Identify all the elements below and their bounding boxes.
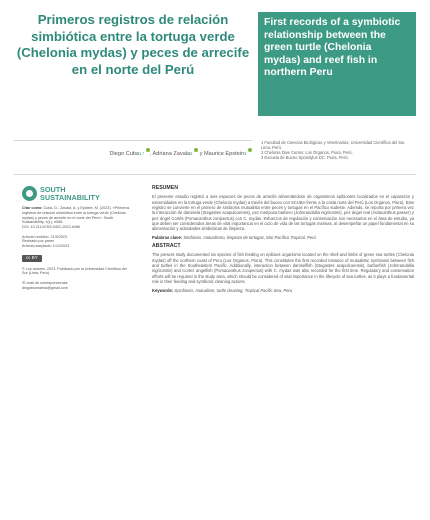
author-1[interactable]: Diego Cuba bbox=[109, 150, 140, 157]
main-column bbox=[152, 186, 414, 293]
palabras-clave: Palabras clave: Simbiosis, mutualismo, limpieza de tortugas, Mar Pacífico Tropical, Perú bbox=[152, 234, 316, 240]
doi-link[interactable]: DOI: 10.21142/SS-0401-2023-e086 bbox=[22, 225, 80, 229]
english-title: First records of a symbiotic relationship between the green turtle (Chelonia mydas) and reef fish in northern Peru bbox=[264, 17, 401, 79]
resumen-heading: RESUMEN bbox=[152, 185, 178, 191]
citation: Citar como: Cuba, D., Zavala, A. y Epstein, M. (2023). «Primeros registros de relación simbiótica entre la tortuga verde (Chelonia mydas) y peces de arrecife en el norte del Perú». South Sustainability, 4(1), e086. DOI: 10.21142/SS-0401-2023-e086 bbox=[22, 206, 132, 230]
article-dates: Artículo recibido: 21/9/2023 Revisado por pares Artículo aceptado: 1/12/2023 bbox=[22, 234, 70, 249]
affiliation-2: 2 Chelonia Dive Center. Los Órganos, Piura, Perú. bbox=[261, 150, 353, 155]
author-2[interactable]: Adriana Zavala bbox=[152, 150, 191, 157]
journal-logo[interactable]: SOUTH SUSTAINABILITY bbox=[22, 186, 132, 201]
abstract-heading: ABSTRACT bbox=[152, 243, 181, 250]
author-3[interactable]: Maurice Epstein bbox=[203, 150, 245, 157]
header-divider bbox=[14, 140, 252, 141]
orcid-icon[interactable] bbox=[248, 148, 252, 152]
sidebar bbox=[22, 186, 132, 290]
keywords: Keywords: Symbiosis, mutualism, turtle cleaning, Tropical Pacific Sea, Peru bbox=[152, 287, 293, 293]
author-2-affil: 2 bbox=[190, 150, 193, 156]
cc-by-license-icon[interactable]: cc BY bbox=[22, 255, 42, 262]
correspondence: *E-mail de correspondencia: diegobiomarina@gmail.com bbox=[22, 281, 132, 290]
license-text: © Los autores, 2023. Publicado por la Universidad Científica del Sur (Lima, Perú) bbox=[22, 266, 127, 276]
affiliations bbox=[261, 140, 416, 160]
abstract-text: The present study documented six species of fish feeding on epibiont organisms located on the shell and limbs of green sea turtles (Chelonia mydas) off the northern coast of Peru (Los Organos, Piura). This constitutes the first recorded instance of mutualistic symbiosis between fish and turtles in the Southeastern Pacific. Additionally, interaction between damselfish (Stegastes acapulcoensis), barberfish (Johnrandallia nigrirostris) and Cortez angelfish (Pomacanthus zonipectus) with C. mydas was also recorded for the first time. Regulatory and conservation efforts will be required in the study area, which should be considered of vital importance in the lifecycle of sea turtles, as it plays a fundamental role in their feeding and symbiotic cleaning actions. bbox=[152, 252, 414, 285]
affiliation-3: 3 Escuela de Buceo Spondylus DC. Piura, Perú. bbox=[261, 155, 349, 160]
orcid-icon[interactable] bbox=[194, 148, 198, 152]
affiliation-1: 1 Facultad de Ciencias Biológicas y Veterinarias, Universidad Científica del Sur. Lima, Perú. bbox=[261, 140, 406, 150]
english-title-box bbox=[258, 12, 416, 116]
spanish-title: Primeros registros de relación simbiótica entre la tortuga verde (Chelonia mydas) y peces de arrecife en el norte del Perú bbox=[16, 12, 250, 77]
author-line: Diego Cuba1,* , Adriana Zavala2 y Maurice Epstein3 bbox=[14, 148, 252, 157]
author-3-affil: 3 bbox=[244, 150, 247, 156]
journal-logo-icon bbox=[22, 186, 37, 201]
author-1-affil: 1,* bbox=[139, 150, 145, 156]
correspondence-email[interactable]: diegobiomarina@gmail.com bbox=[22, 285, 68, 290]
body-divider bbox=[14, 174, 416, 175]
resumen-text: El presente estudio registró a seis especies de peces de arrecife alimentándose de organismos epibiontes localizados en el caparazón y extremidades en la tortuga verde (Chelonia mydas) a través del buceo con SCUBA frente a la costa norte del Perú (Los Organos, Piura). Este registro se convierte en el primero de simbiosis mutualista entre peces y tortugas en el Pacífico sudeste. Además, se reporta por primera vez la interacción de damisela (Stegastes acapulcoensis), pez mariposa barbero (Johnrandallia nigrirostris), pez ángel real (Holacanthus passer) y pez ángel Cortés (Pomacanthus zonipectus) con C. mydas. Esfuerzos de regulación y conservación son necesarios en el área de estudio, ya que deben ser considerados áreas de vital importancia en el ciclo de vida de las tortugas marinas, al desempeñar un papel fundamental en su alimentación y actividades simbióticas de limpieza. bbox=[152, 194, 414, 232]
